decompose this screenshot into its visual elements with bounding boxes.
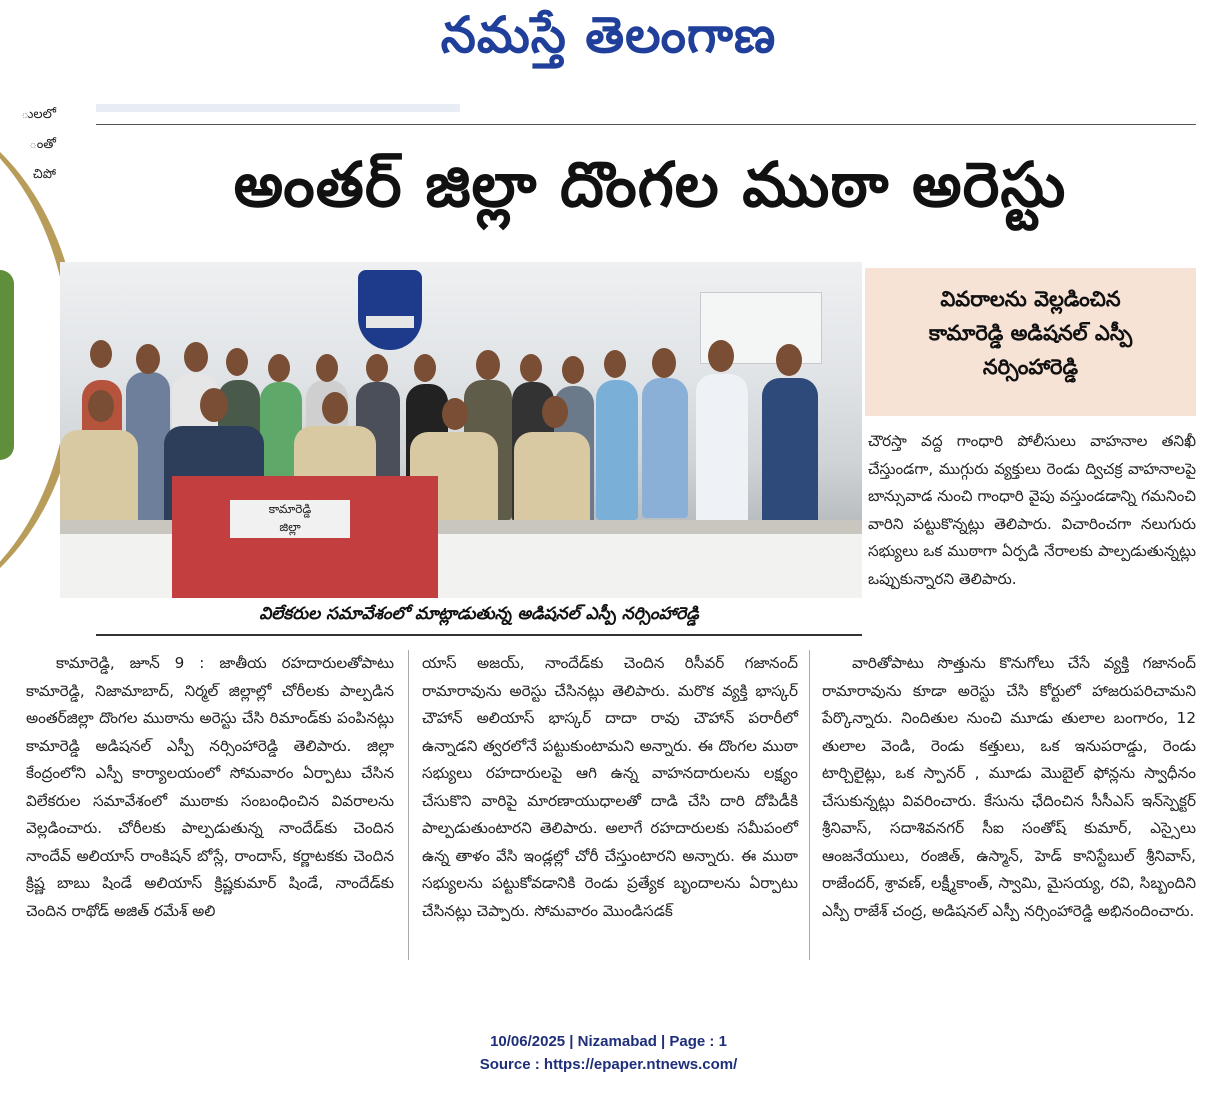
person-head [708,340,734,372]
person-head [442,398,468,430]
person-head [414,354,436,382]
person-head [226,348,248,376]
sidebox-line: నర్సింహారెడ్డి [982,355,1079,379]
person-figure [642,378,688,518]
masthead-title: నమస్తే తెలంగాణ [440,6,777,64]
news-photo [60,262,862,598]
person-figure [762,378,818,528]
caption-rule [96,634,862,636]
box-label [230,500,350,538]
seated-officer [60,430,138,530]
photo-caption: విలేకరుల సమావేశంలో మాట్లాడుతున్న అడిషనల్‌ ఎస్పీ నర్సింహారెడ్డి [259,604,699,624]
person-head [520,354,542,382]
column-divider [408,650,409,960]
box-label-line2: జిల్లా [279,520,301,534]
footer [0,1030,1217,1076]
article-paragraph: వారితోపాటు సొత్తును కొనుగోలు చేసే వ్యక్తి గజానంద్‌ రామారావును కూడా అరెస్టు చేసి కోర్టులో హాజరుపరిచామని పేర్కొన్నారు. నిందితుల నుంచి మూడు తులాల బంగారం, 12 తులాల వెండి, రెండు కత్తులు, ఒక ఇనుపరాడ్డు, రెండు టార్చిలైట్లు, ఒక స్పానర్‌ , మూడు మొబైల్‌ ఫోన్లను స్వాధీనం చేసుకున్నట్లు వివరించారు. కేసును ఛేదించిన సీసీఎస్‌ ఇన్‌స్పెక్టర్‌ శ్రీనివాస్‌, సదాశివనగర్‌ సీఐ సంతోష్‌ కుమార్‌, ఎస్సైలు ఆంజనేయులు, రంజిత్‌, ఉస్మాన్‌, హెడ్‌ కానిస్టేబుల్‌ శ్రీనివాస్‌, రాజేందర్‌, శ్రావణ్‌, లక్ష్మీకాంత్‌, స్వామి, మైసయ్య, రవి, సిబ్బందిని ఎస్పీ రాజేశ్‌ చంద్ర, అడిషనల్‌ ఎస్పీ నర్సింహారెడ్డి అభినందించారు. [822,654,1196,920]
sidebox-line: వివరాలను వెల్లడించిన [940,287,1121,311]
article-column-1 [26,650,394,925]
footer-date-line: 10/06/2025 | Nizamabad | Page : 1 [490,1033,727,1050]
sidebox-line: కామారెడ్డి అడిషనల్‌ ఎస్పీ [928,321,1133,345]
person-head [652,348,676,378]
person-figure [596,380,638,520]
article-paragraph: చౌరస్తా వద్ద గాంధారి పోలీసులు వాహనాల తనిఖీ చేస్తుండగా, ముగ్గురు వ్యక్తులు రెండు ద్విచక్ర వాహనాలపై బాన్సువాడ నుంచి గాంధారి వైపు వస్తుండడాన్ని గమనించి వారిని పట్టుకొన్నట్లు తెలిపారు. విచారించగా నలుగురు సభ్యులు ఒక ముఠాగా ఏర్పడి నేరాలకు పాల్పడుతున్నట్లు ఒప్పుకున్నారని తెలిపారు. [868,432,1196,588]
column-divider [809,650,810,960]
article-column-4 [868,428,1196,593]
police-logo [358,270,422,350]
article-paragraph: యాస్‌ అజయ్‌, నాందేడ్‌కు చెందిన రిసీవర్‌ గజానంద్‌ రామారావును అరెస్టు చేసినట్లు తెలిపారు. మరొక వ్యక్తి భాస్కర్‌ చౌహాన్‌ అలియాస్‌ భాస్కర్‌ దాదా రావు చౌహాన్‌ పరారీలో ఉన్నాడని త్వరలోనే పట్టుకుంటామని అన్నారు. ఈ దొంగల ముఠా సభ్యులు రహదారులపై ఆగి ఉన్న వాహనదారులను లక్ష్యం చేసుకొని వారిపై మారణాయుధాలతో దాడి చేసి దారి దోపిడీకి పాల్పడుతుంటారని తెలిపారు. అలాగే రహదారులకు సమీపంలో ఉన్న తాళం వేసి ఇండ్లల్లో చోరీ చేస్తుంటారని అన్నారు. ఈ ముఠా సభ్యులను పట్టుకోవడానికి రెండు ప్రత్యేక బృందాలను ఏర్పాటు చేసినట్లు చెప్పారు. సోమవారం మొండిసడక్‌ [422,654,798,920]
top-bar [96,104,460,112]
left-fragment-line: చిపో [32,167,56,182]
person-head [542,396,568,428]
left-fragment-line: ులలో [21,107,56,122]
person-head [776,344,802,376]
person-head [136,344,160,374]
person-figure [696,374,748,524]
sidebox [865,268,1196,416]
person-head [90,340,112,368]
person-head [268,354,290,382]
article-paragraph: కామారెడ్డి, జూన్‌ 9 : జాతీయ రహదారులతోపాటు కామారెడ్డి, నిజామాబాద్‌, నిర్మల్‌ జిల్లాల్లో చోరీలకు పాల్పడిన అంతర్‌జిల్లా దొంగల ముఠాను అరెస్టు చేసి రిమాండ్‌కు పంపినట్లు కామారెడ్డి అడిషనల్‌ ఎస్పీ నర్సింహారెడ్డి తెలిపారు. జిల్లా కేంద్రంలోని ఎస్పీ కార్యాలయంలో సోమవారం ఏర్పాటు చేసిన విలేకరుల సమావేశంలో ముఠాకు సంబంధించిన వివరాలను వెల్లడించారు. చోరీలకు పాల్పడుతున్న నాందేడ్‌కు చెందిన నాందేవ్‌ అలియాస్‌ రాంకిషన్‌ బోస్లే, రాందాస్‌, కర్ణాటకకు చెందిన క్రిష్ణ బాబు షిండే అలియాస్‌ క్రిష్ణకుమార్‌ షిండే, నాందేడ్‌కు చెందిన రాథోడ్‌ అజిత్‌ రమేశ్‌ అలి [26,654,394,920]
article-column-3 [822,650,1196,925]
seated-officer [514,432,590,530]
green-image-fragment [0,270,14,460]
left-fragment-line: ంతో [29,137,56,152]
box-label-line1: కామారెడ్డి [268,502,312,516]
red-evidence-box [172,476,438,598]
person-head [476,350,500,380]
headline: అంతర్‌ జిల్లా దొంగల ముఠా అరెస్టు [233,148,1067,221]
person-head [366,354,388,382]
person-head [316,354,338,382]
top-rule [96,124,1196,125]
footer-source-link[interactable]: Source : https://epaper.ntnews.com/ [479,1056,738,1073]
person-head [88,390,114,422]
person-head [322,392,348,424]
person-head [184,342,208,372]
left-column-fragment [0,100,60,190]
person-head [562,356,584,384]
person-head [604,350,626,378]
article-column-2 [422,650,798,925]
person-head [200,388,228,422]
